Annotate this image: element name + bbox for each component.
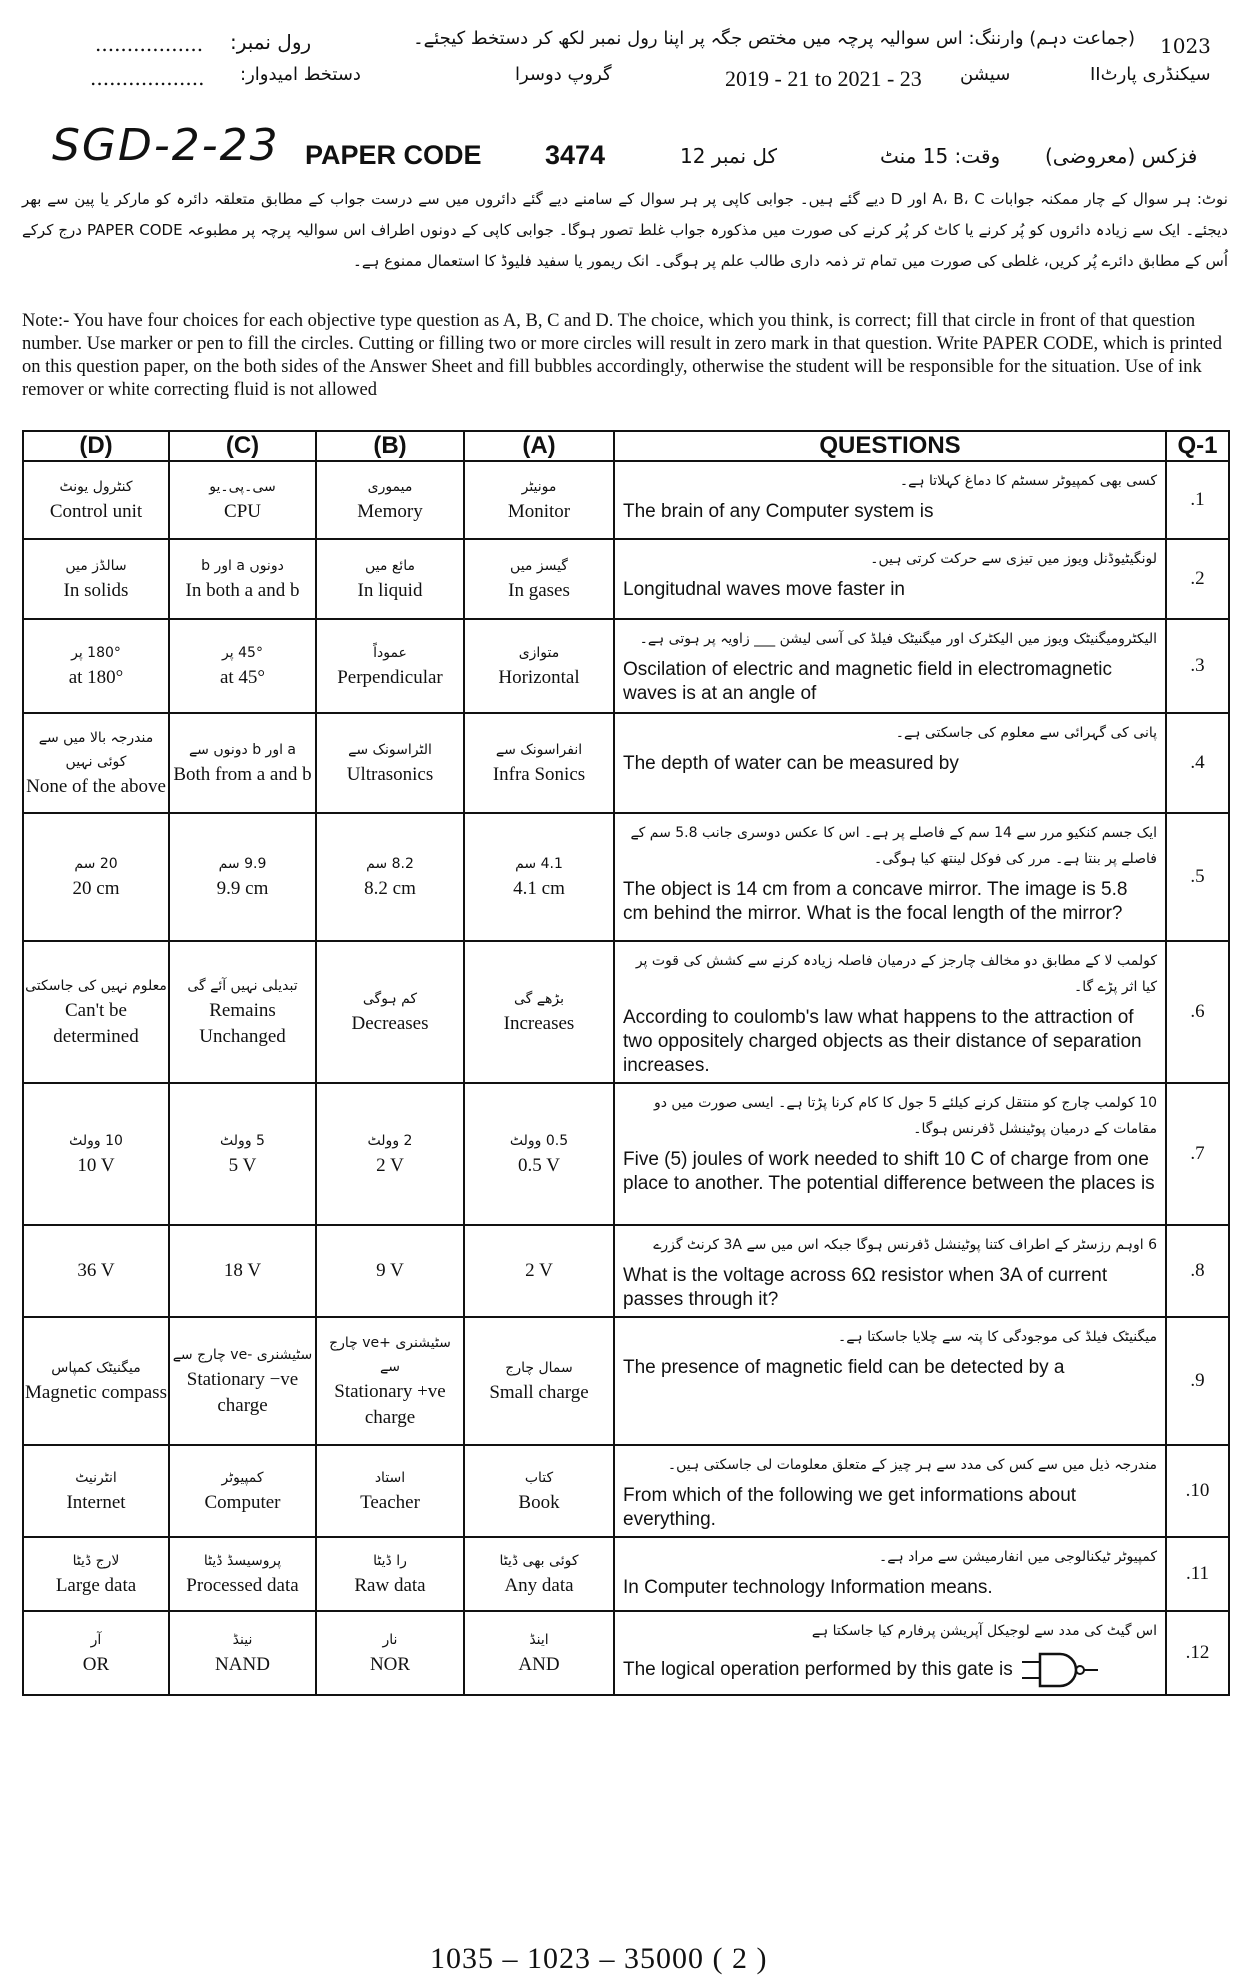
option-a-english: Any data	[504, 1575, 574, 1596]
option-d-urdu: لارج ڈیٹا	[72, 1553, 120, 1569]
option-a-english: Infra Sonics	[492, 764, 586, 785]
question-number: .12	[1166, 1611, 1229, 1695]
question-urdu: مندرجہ ذیل میں سے کس کی مدد سے ہر چیز کے متعلق معلومات لی جاسکتی ہیں۔	[667, 1457, 1157, 1473]
question-cell	[614, 461, 1166, 539]
option-a-urdu: بڑھے گی	[514, 991, 564, 1007]
option-b-cell	[316, 1611, 464, 1695]
option-b-cell	[316, 1317, 464, 1445]
question-number: .2	[1166, 539, 1229, 619]
roll-number-blank[interactable]: .................	[95, 32, 204, 56]
option-a-english: In gases	[508, 580, 570, 601]
option-c-english: 9.9 cm	[216, 878, 269, 899]
question-english: The object is 14 cm from a concave mirror. The image is 5.8 cm behind the mirror. What is the focal length of the mirror?	[623, 879, 1128, 924]
option-b-urdu: استاد	[374, 1470, 406, 1486]
option-c-urdu: پروسیسڈ ڈیٹا	[203, 1553, 282, 1569]
option-c-cell	[169, 1537, 316, 1611]
option-a-english: 4.1 cm	[513, 878, 565, 899]
question-cell	[614, 813, 1166, 941]
question-number: .5	[1166, 813, 1229, 941]
question-english: The brain of any Computer system is	[623, 501, 934, 522]
option-c-cell	[169, 539, 316, 619]
option-a-urdu: متوازی	[518, 645, 560, 661]
option-c-english: 5 V	[228, 1155, 257, 1176]
option-b-english: 9 V	[376, 1260, 404, 1281]
option-a-english: Book	[518, 1492, 560, 1513]
question-urdu: لونگیٹیوڈنل ویوز میں تیزی سے حرکت کرتی ہیں۔	[870, 551, 1157, 567]
table-row	[23, 1537, 1229, 1611]
option-d-english: Magnetic compass	[25, 1382, 167, 1403]
roll-number-label: رول نمبر:	[230, 30, 312, 54]
option-c-urdu: سٹیشنری -ve چارج سے	[172, 1347, 313, 1363]
question-cell	[614, 1225, 1166, 1317]
question-urdu: 6 اوہم رزسٹر کے اطراف کتنا پوٹینشل ڈفرنس ہوگا جبکہ اس میں سے 3A کرنٹ گزرے	[653, 1237, 1157, 1253]
question-urdu: کسی بھی کمپیوٹر سسٹم کا دماغ کہلاتا ہے۔	[899, 473, 1157, 489]
table-row	[23, 1225, 1229, 1317]
option-d-english: Can't be determined	[53, 1000, 139, 1047]
option-c-urdu: 9.9 سم	[218, 856, 267, 872]
option-d-urdu: سالڈز میں	[65, 558, 127, 574]
option-c-english: at 45°	[219, 667, 266, 688]
question-urdu: الیکٹرومیگنیٹک ویوز میں الیکٹرک اور میگنیٹک فیلڈ کی آسی لیشن ___ زاویہ پر ہوتی ہے۔	[639, 631, 1157, 647]
option-c-cell	[169, 1083, 316, 1225]
option-b-english: Teacher	[360, 1492, 420, 1513]
option-d-english: at 180°	[68, 667, 124, 688]
option-c-english: Processed data	[186, 1575, 299, 1596]
option-d-urdu: 180° پر	[71, 645, 121, 661]
question-cell	[614, 1537, 1166, 1611]
question-cell	[614, 713, 1166, 813]
option-a-cell	[464, 1225, 614, 1317]
time-allowed: وقت: 15 منٹ	[880, 144, 1001, 168]
option-b-urdu: 2 وولٹ	[367, 1133, 413, 1149]
paper-code-label: PAPER CODE	[305, 140, 482, 170]
question-cell	[614, 539, 1166, 619]
option-a-urdu: گیسز میں	[510, 558, 568, 574]
part-label: سیکنڈری پارٹII	[1090, 64, 1211, 85]
option-d-urdu: کنٹرول یونٹ	[59, 479, 133, 495]
option-a-cell	[464, 1083, 614, 1225]
option-d-english: 10 V	[77, 1155, 115, 1176]
signature-blank[interactable]: ..................	[90, 66, 205, 90]
option-a-urdu: کوئی بھی ڈیٹا	[499, 1553, 579, 1569]
table-header-row	[23, 431, 1229, 461]
option-d-cell	[23, 1083, 169, 1225]
option-c-cell	[169, 713, 316, 813]
option-a-english: Small charge	[489, 1382, 589, 1403]
question-number: .7	[1166, 1083, 1229, 1225]
option-a-cell	[464, 941, 614, 1083]
option-b-cell	[316, 813, 464, 941]
option-d-cell	[23, 1225, 169, 1317]
option-b-english: 8.2 cm	[364, 878, 416, 899]
header-questions: QUESTIONS	[614, 431, 1166, 461]
option-c-urdu: دونوں a اور b	[201, 558, 284, 574]
table-row	[23, 1611, 1229, 1695]
option-b-cell	[316, 461, 464, 539]
option-d-english: Control unit	[49, 501, 143, 522]
option-b-urdu: میموری	[367, 479, 413, 495]
option-c-cell	[169, 619, 316, 713]
option-c-cell	[169, 1317, 316, 1445]
table-row	[23, 1317, 1229, 1445]
subject-title: فزکس (معروضی)	[1045, 144, 1198, 168]
paper-number: 1023	[1160, 34, 1211, 58]
question-urdu: پانی کی گہرائی سے معلوم کی جاسکتی ہے۔	[895, 725, 1157, 741]
question-english: Longitudnal waves move faster in	[623, 579, 905, 600]
question-number: .11	[1166, 1537, 1229, 1611]
option-c-english: CPU	[224, 501, 261, 522]
question-cell	[614, 941, 1166, 1083]
option-d-urdu: 10 وولٹ	[69, 1133, 123, 1149]
question-english: From which of the following we get informations about everything.	[623, 1485, 1077, 1530]
option-a-urdu: مونیٹر	[521, 479, 557, 495]
question-cell	[614, 1317, 1166, 1445]
question-cell	[614, 1611, 1166, 1695]
option-a-cell	[464, 1445, 614, 1537]
option-c-english: NAND	[215, 1654, 270, 1675]
option-c-english: Stationary −ve charge	[186, 1369, 299, 1416]
option-c-cell	[169, 1445, 316, 1537]
option-b-cell	[316, 539, 464, 619]
option-b-english: Stationary +ve charge	[334, 1381, 446, 1428]
option-b-english: Memory	[357, 501, 423, 522]
option-c-english: Remains Unchanged	[199, 1000, 286, 1047]
header-option-c: (C)	[169, 431, 316, 461]
option-d-cell	[23, 1611, 169, 1695]
session-value: 2019 - 21 to 2021 - 23	[725, 66, 922, 91]
option-b-urdu: مائع میں	[365, 558, 415, 574]
mcq-table	[22, 430, 1230, 1696]
table-row	[23, 1083, 1229, 1225]
table-row	[23, 713, 1229, 813]
option-d-english: Internet	[66, 1492, 126, 1513]
option-c-cell	[169, 813, 316, 941]
question-english: Oscilation of electric and magnetic field in electromagnetic waves is at an angle of	[623, 659, 1112, 704]
option-a-cell	[464, 461, 614, 539]
option-c-urdu: سی۔پی۔یو	[209, 479, 276, 495]
table-row	[23, 1445, 1229, 1537]
option-b-cell	[316, 619, 464, 713]
question-urdu: ایک جسم کنکیو مرر سے 14 سم کے فاصلے پر ہے۔ اس کا عکس دوسری جانب 5.8 سم کے فاصلے پر بنتا ہے۔ مرر کی فوکل لینتھ کیا ہوگی۔	[630, 825, 1157, 867]
option-b-english: 2 V	[376, 1155, 404, 1176]
option-d-english: OR	[82, 1654, 110, 1675]
option-a-english: Increases	[503, 1013, 575, 1034]
option-a-cell	[464, 539, 614, 619]
question-number: .8	[1166, 1225, 1229, 1317]
option-c-cell	[169, 1225, 316, 1317]
option-d-cell	[23, 941, 169, 1083]
option-d-cell	[23, 1445, 169, 1537]
option-a-urdu: انفراسونک سے	[495, 742, 583, 758]
option-b-urdu: نار	[382, 1632, 398, 1648]
header-option-b: (B)	[316, 431, 464, 461]
note-english: Note:- You have four choices for each objective type question as A, B, C and D. The choice, which you think, is correct; fill that circle in front of that question number. Use marker or pen to fill the circles. Cutting or filling two or more circles will result in zero mark in that question. Write PAPER CODE, which is printed on this question paper, on the both sides of the Answer Sheet and fill bubbles accordingly, otherwise the student will be responsible for the situation. Use of ink remover or white correcting fluid is not allowed	[22, 311, 1222, 400]
question-cell	[614, 1445, 1166, 1537]
option-a-english: AND	[518, 1654, 560, 1675]
option-c-cell	[169, 1611, 316, 1695]
table-row	[23, 813, 1229, 941]
header-option-d: (D)	[23, 431, 169, 461]
signature-label: دستخط امیدوار:	[240, 64, 361, 85]
option-d-cell	[23, 1537, 169, 1611]
option-c-english: Both from a and b	[173, 764, 312, 785]
option-b-english: In liquid	[357, 580, 423, 601]
question-english: What is the voltage across 6Ω resistor when 3A of current passes through it?	[623, 1265, 1108, 1310]
option-a-urdu: سمال چارج	[505, 1360, 573, 1376]
option-b-cell	[316, 1225, 464, 1317]
option-d-english: Large data	[55, 1575, 137, 1596]
question-number: .1	[1166, 461, 1229, 539]
option-a-urdu: کتاب	[524, 1470, 554, 1486]
option-b-english: Ultrasonics	[346, 764, 434, 785]
group-label: گروپ دوسرا	[515, 64, 612, 85]
option-b-urdu: کم ہوگی	[362, 991, 418, 1007]
option-a-urdu: 4.1 سم	[515, 856, 563, 872]
option-b-english: Decreases	[351, 1013, 429, 1034]
option-d-urdu: آر	[90, 1632, 102, 1648]
option-a-cell	[464, 1611, 614, 1695]
option-b-urdu: الٹراسونک سے	[348, 742, 432, 758]
option-c-urdu: نینڈ	[232, 1632, 253, 1648]
paper-code-value: 3474	[545, 140, 606, 170]
option-b-cell	[316, 1537, 464, 1611]
nand-gate-icon	[1018, 1650, 1108, 1690]
option-b-urdu: را ڈیٹا	[373, 1553, 407, 1569]
header-q1: Q-1	[1166, 431, 1229, 461]
question-english: In Computer technology Information means.	[623, 1577, 993, 1598]
table-row	[23, 461, 1229, 539]
footer-code: 1035 – 1023 – 35000 ( 2 )	[430, 1942, 768, 1975]
option-a-urdu: اینڈ	[529, 1632, 549, 1648]
option-c-cell	[169, 461, 316, 539]
option-a-english: 2 V	[525, 1260, 553, 1281]
option-d-cell	[23, 461, 169, 539]
option-b-cell	[316, 941, 464, 1083]
option-a-cell	[464, 713, 614, 813]
question-english: Five (5) joules of work needed to shift 10 C of charge from one place to another. The potential difference between the places is	[623, 1149, 1155, 1194]
option-d-cell	[23, 713, 169, 813]
question-english: The presence of magnetic field can be detected by a	[623, 1357, 1065, 1378]
option-d-urdu: میگنیٹک کمپاس	[51, 1360, 141, 1376]
option-a-cell	[464, 619, 614, 713]
option-a-english: 0.5 V	[518, 1155, 560, 1176]
header-option-a: (A)	[464, 431, 614, 461]
class-warning: (جماعت دہم) وارننگ: اس سوالیہ پرچہ میں مختص جگہ پر اپنا رول نمبر لکھ کر دستخط کیجئے۔	[413, 28, 1135, 49]
option-d-english: None of the above	[26, 776, 166, 797]
option-a-cell	[464, 813, 614, 941]
option-b-cell	[316, 713, 464, 813]
question-urdu: کمپیوٹر ٹیکنالوجی میں انفارمیشن سے مراد ہے۔	[879, 1549, 1157, 1565]
option-a-cell	[464, 1537, 614, 1611]
option-b-urdu: 8.2 سم	[366, 856, 414, 872]
option-d-urdu: انٹرنیٹ	[75, 1470, 117, 1486]
option-b-english: Raw data	[354, 1575, 426, 1596]
note-urdu: نوٹ: ہر سوال کے چار ممکنہ جوابات A، B، C اور D دیے گئے ہیں۔ جوابی کاپی پر ہر سوال کے سامنے دیے گئے دائروں میں سے درست جواب کے مطابق متعلقہ دائرہ کو مارکر یا پین سے بھر دیجئے۔ ایک سے زیادہ دائروں کو پُر کرنے یا کاٹ کر پُر کرنے کی صورت میں مذکورہ جواب غلط تصور ہوگا۔ جوابی کاپی کے دونوں اطراف اس سوالیہ پرچہ پر مطبوعہ PAPER CODE درج کرکے اُس کے مطابق دائرے پُر کریں، غلطی کی صورت میں تمام تر ذمہ داری طالب علم پر ہوگی۔ انک ریمور یا سفید فلیوڈ کا استعمال ممنوع ہے۔	[22, 190, 1228, 270]
question-number: .10	[1166, 1445, 1229, 1537]
option-b-cell	[316, 1083, 464, 1225]
option-c-urdu: کمپیوٹر	[221, 1470, 264, 1486]
option-b-english: NOR	[369, 1654, 411, 1675]
question-urdu: میگنیٹک فیلڈ کی موجودگی کا پتہ سے چلایا جاسکتا ہے۔	[838, 1329, 1157, 1345]
option-d-urdu: معلوم نہیں کی جاسکتی	[25, 978, 167, 994]
question-english: The logical operation performed by this gate is	[623, 1650, 1157, 1690]
option-d-cell	[23, 1317, 169, 1445]
option-c-urdu: 5 وولٹ	[220, 1133, 265, 1149]
table-row	[23, 941, 1229, 1083]
option-c-cell	[169, 941, 316, 1083]
option-d-urdu: 20 سم	[74, 856, 118, 872]
option-c-urdu: 45° پر	[222, 645, 263, 661]
option-d-cell	[23, 539, 169, 619]
option-d-urdu: مندرجہ بالا میں سے کوئی نہیں	[38, 730, 154, 770]
option-c-urdu: a اور b دونوں سے	[188, 742, 297, 758]
option-d-english: 20 cm	[72, 878, 120, 899]
option-c-urdu: تبدیلی نہیں آئے گی	[187, 978, 298, 994]
question-urdu: 10 کولمب چارج کو منتقل کرنے کیلئے 5 جول کا کام کرنا پڑتا ہے۔ ایسی صورت میں دو مقامات کے درمیان پوٹینشل ڈفرنس ہوگا۔	[653, 1095, 1157, 1137]
option-b-urdu: سٹیشنری +ve چارج سے	[329, 1335, 451, 1375]
question-number: .6	[1166, 941, 1229, 1083]
question-number: .3	[1166, 619, 1229, 713]
option-a-english: Monitor	[507, 501, 571, 522]
question-urdu: اس گیٹ کی مدد سے لوجیکل آپریشن پرفارم کیا جاسکتا ہے	[811, 1623, 1157, 1639]
handwritten-code: SGD-2-23	[52, 120, 280, 171]
option-d-cell	[23, 813, 169, 941]
total-marks: کل نمبر 12	[680, 144, 778, 168]
option-c-english: 18 V	[223, 1260, 262, 1281]
question-english: According to coulomb's law what happens to the attraction of two oppositely charged objects as their distance of separation increases.	[623, 1007, 1142, 1076]
table-row	[23, 539, 1229, 619]
option-c-english: Computer	[204, 1492, 281, 1513]
option-b-cell	[316, 1445, 464, 1537]
option-c-english: In both a and b	[185, 580, 300, 601]
option-b-urdu: عموداً	[373, 645, 407, 661]
question-number: .4	[1166, 713, 1229, 813]
question-cell	[614, 1083, 1166, 1225]
session-label: سیشن	[960, 64, 1011, 85]
table-row	[23, 619, 1229, 713]
question-cell	[614, 619, 1166, 713]
question-english: The depth of water can be measured by	[623, 753, 959, 774]
option-a-cell	[464, 1317, 614, 1445]
option-d-english: 36 V	[77, 1260, 115, 1281]
option-a-english: Horizontal	[498, 667, 580, 688]
question-urdu: کولمب لا کے مطابق دو مخالف چارجز کے درمیان فاصلہ زیادہ کرنے سے کشش کی قوت پر کیا اثر پڑے گا۔	[635, 953, 1157, 995]
option-d-english: In solids	[63, 580, 129, 601]
option-d-cell	[23, 619, 169, 713]
option-a-urdu: 0.5 وولٹ	[509, 1133, 569, 1149]
question-number: .9	[1166, 1317, 1229, 1445]
option-b-english: Perpendicular	[337, 667, 443, 688]
